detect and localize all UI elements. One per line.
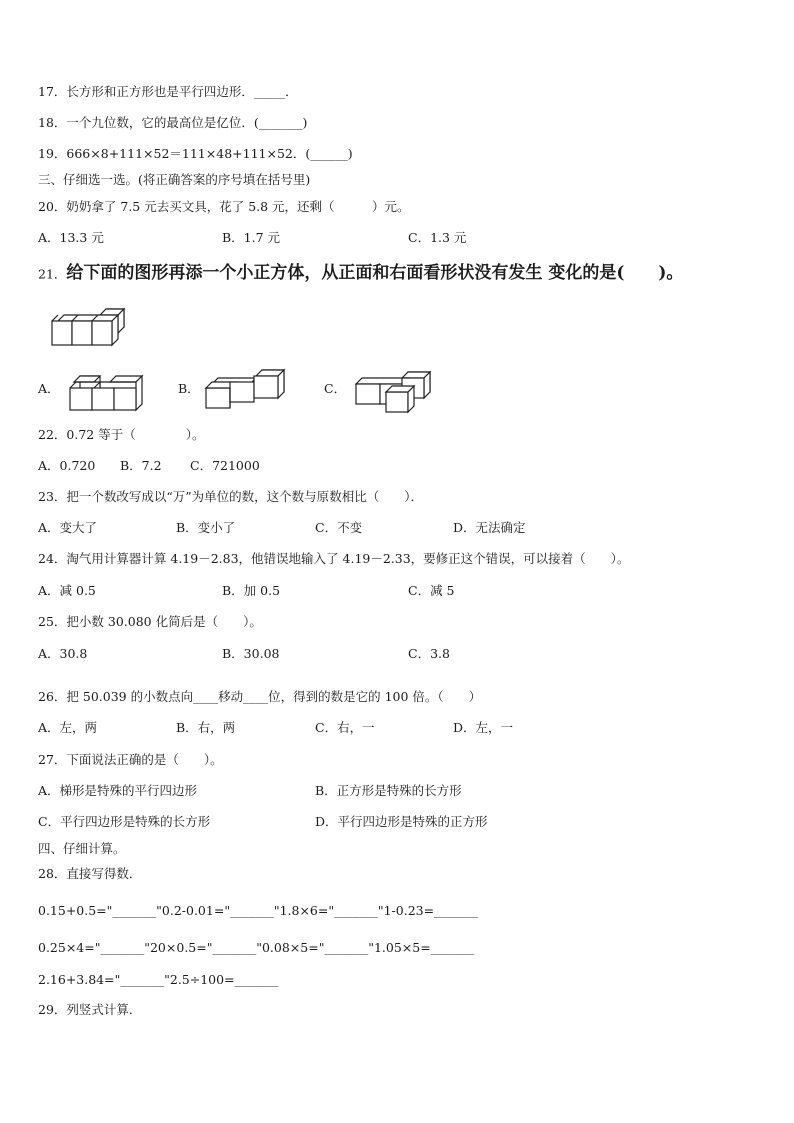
question-27-stem: 27．下面说法正确的是（ ）。 bbox=[38, 752, 223, 767]
q26-option-c: C．右，一 bbox=[315, 720, 375, 735]
q22-option-b: B．7.2 bbox=[120, 458, 162, 473]
q25-option-b: B．30.08 bbox=[222, 646, 280, 661]
q22-option-c: C．721000 bbox=[190, 458, 260, 473]
q24-option-c: C．减 5 bbox=[408, 583, 455, 598]
question-21-stem bbox=[38, 262, 683, 284]
q21-number: 21． bbox=[38, 266, 67, 282]
q26-option-d: D．左，一 bbox=[453, 720, 514, 735]
q21-option-c-figure bbox=[352, 368, 436, 414]
question-25-stem: 25．把小数 30.080 化简后是（ ）。 bbox=[38, 614, 262, 629]
question-28-stem: 28．直接写得数． bbox=[38, 866, 142, 881]
q23-option-d: D．无法确定 bbox=[453, 520, 526, 535]
q20-option-c: C．1.3 元 bbox=[408, 230, 467, 245]
q25-option-c: C．3.8 bbox=[408, 646, 450, 661]
q23-option-c: C．不变 bbox=[315, 520, 363, 535]
question-24-stem: 24．淘气用计算器计算 4.19－2.83，他错误地输入了 4.19－2.33，要修正这个错误，可以接着（ ）。 bbox=[38, 551, 630, 566]
q24-option-b: B．加 0.5 bbox=[222, 583, 281, 598]
section-4-heading: 四、仔细计算。 bbox=[38, 841, 126, 856]
question-29-stem: 29．列竖式计算． bbox=[38, 1002, 142, 1017]
q21-option-a-label: A． bbox=[38, 381, 60, 396]
q21-option-c-label: C． bbox=[324, 381, 347, 396]
question-17: 17．长方形和正方形也是平行四边形．_____． bbox=[38, 84, 298, 99]
q20-option-b: B．1.7 元 bbox=[222, 230, 281, 245]
q25-option-a: A．30.8 bbox=[38, 646, 88, 661]
question-23-stem: 23．把一个数改写成以“万”为单位的数，这个数与原数相比（ ）． bbox=[38, 489, 423, 504]
question-26-stem: 26．把 50.039 的小数点向____移动____位，得到的数是它的 100 倍。（ ） bbox=[38, 689, 482, 704]
q28-row-3: 2.16+3.84="_______"2.5÷100=_______ bbox=[38, 972, 279, 987]
question-18: 18．一个九位数，它的最高位是亿位．(_______) bbox=[38, 115, 308, 130]
q27-option-b: B．正方形是特殊的长方形 bbox=[315, 783, 462, 798]
q24-option-a: A．减 0.5 bbox=[38, 583, 96, 598]
q26-option-a: A．左，两 bbox=[38, 720, 98, 735]
q21-option-b-figure bbox=[202, 366, 292, 412]
question-19: 19．666×8+111×52＝111×48+111×52．(______) bbox=[38, 146, 353, 161]
q21-main-figure bbox=[48, 306, 130, 348]
q28-row-1: 0.15+0.5="_______"0.2-0.01="_______"1.8×6="_______"1-0.23=_______ bbox=[38, 903, 478, 918]
q27-option-a: A．梯形是特殊的平行四边形 bbox=[38, 783, 198, 798]
q27-option-d: D．平行四边形是特殊的正方形 bbox=[315, 814, 488, 829]
q21-option-a-figure bbox=[66, 372, 148, 414]
section-3-heading: 三、仔细选一选。(将正确答案的序号填在括号里) bbox=[38, 172, 311, 187]
q23-option-b: B．变小了 bbox=[176, 520, 236, 535]
q27-option-c: C．平行四边形是特殊的长方形 bbox=[38, 814, 211, 829]
q22-option-a: A．0.720 bbox=[38, 458, 96, 473]
q26-option-b: B．右，两 bbox=[176, 720, 236, 735]
question-20-stem: 20．奶奶拿了 7.5 元去买文具，花了 5.8 元，还剩（ ）元。 bbox=[38, 199, 410, 214]
question-22-stem: 22．0.72 等于（ ）。 bbox=[38, 427, 205, 442]
q21-option-b-label: B． bbox=[178, 381, 200, 396]
q28-row-2: 0.25×4="_______"20×0.5="_______"0.08×5="_______"1.05×5=_______ bbox=[38, 940, 475, 955]
q21-text: 给下面的图形再添一个小正方体，从正面和右面看形状没有发生 变化的是( )。 bbox=[66, 263, 684, 283]
q23-option-a: A．变大了 bbox=[38, 520, 98, 535]
q20-option-a: A．13.3 元 bbox=[38, 230, 104, 245]
